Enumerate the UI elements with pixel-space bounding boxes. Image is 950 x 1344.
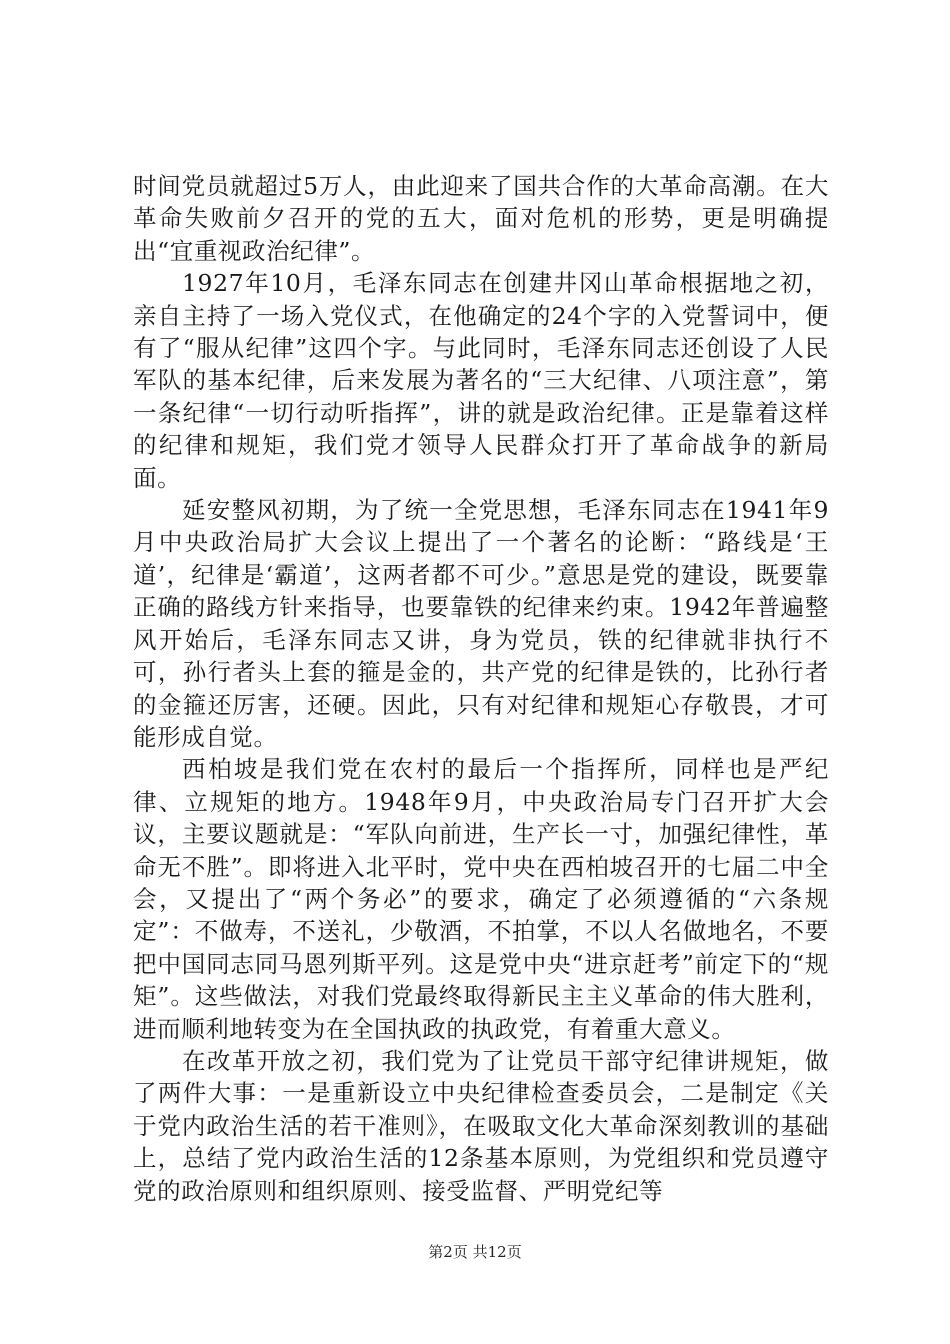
paragraph-5: 在改革开放之初，我们党为了让党员干部守纪律讲规矩，做了两件大事：一是重新设立中央纪律检查委员会，二是制定《关于党内政治生活的若干准则》，在吸取文化大革命深刻教训的基础上，总结了党内政治生活的12条基本原则，为党组织和党员遵守党的政治原则和组织原则、接受监督、严明党纪等 xyxy=(133,1046,829,1205)
paragraph-2: 1927年10月，毛泽东同志在创建井冈山革命根据地之初，亲自主持了一场入党仪式，在他确定的24个字的入党誓词中，便有了“服从纪律”这四个字。与此同时，毛泽东同志还创设了人民军队的基本纪律，后来发展为著名的“三大纪律、八项注意”，第一条纪律“一切行动听指挥”，讲的就是政治纪律。正是靠着这样的纪律和规矩，我们党才领导人民群众打开了革命战争的新局面。 xyxy=(133,269,829,492)
page-number-label: 第2页 共12页 xyxy=(428,1243,522,1261)
paragraph-4: 西柏坡是我们党在农村的最后一个指挥所，同样也是严纪律、立规矩的地方。1948年9月，中央政治局专门召开扩大会议，主要议题就是：“军队向前进，生产长一寸，加强纪律性，革命无不胜”。即将进入北平时，党中央在西柏坡召开的七届二中全会，又提出了“两个务必”的要求，确定了必须遵循的“六条规定”：不做寿，不送礼，少敬酒，不拍掌，不以人名做地名，不要把中国同志同马恩列斯平列。这是党中央“进京赶考”前定下的“规矩”。这些做法，对我们党最终取得新民主主义革命的伟大胜利，进而顺利地转变为在全国执政的执政党，有着重大意义。 xyxy=(133,755,829,1043)
paragraph-3: 延安整风初期，为了统一全党思想，毛泽东同志在1941年9月中央政治局扩大会议上提出了一个著名的论断：“路线是‘王道’，纪律是‘霸道’，这两者都不可少。”意思是党的建设，既要靠正确的路线方针来指导，也要靠铁的纪律来约束。1942年普遍整风开始后，毛泽东同志又讲，身为党员，铁的纪律就非执行不可，孙行者头上套的箍是金的，共产党的纪律是铁的，比孙行者的金箍还厉害，还硬。因此，只有对纪律和规矩心存敬畏，才可能形成自觉。 xyxy=(133,496,829,751)
page-footer xyxy=(0,1242,950,1262)
paragraph-1: 时间党员就超过5万人，由此迎来了国共合作的大革命高潮。在大革命失败前夕召开的党的五大，面对危机的形势，更是明确提出“宜重视政治纪律”。 xyxy=(133,172,829,265)
page-body xyxy=(133,170,829,1207)
